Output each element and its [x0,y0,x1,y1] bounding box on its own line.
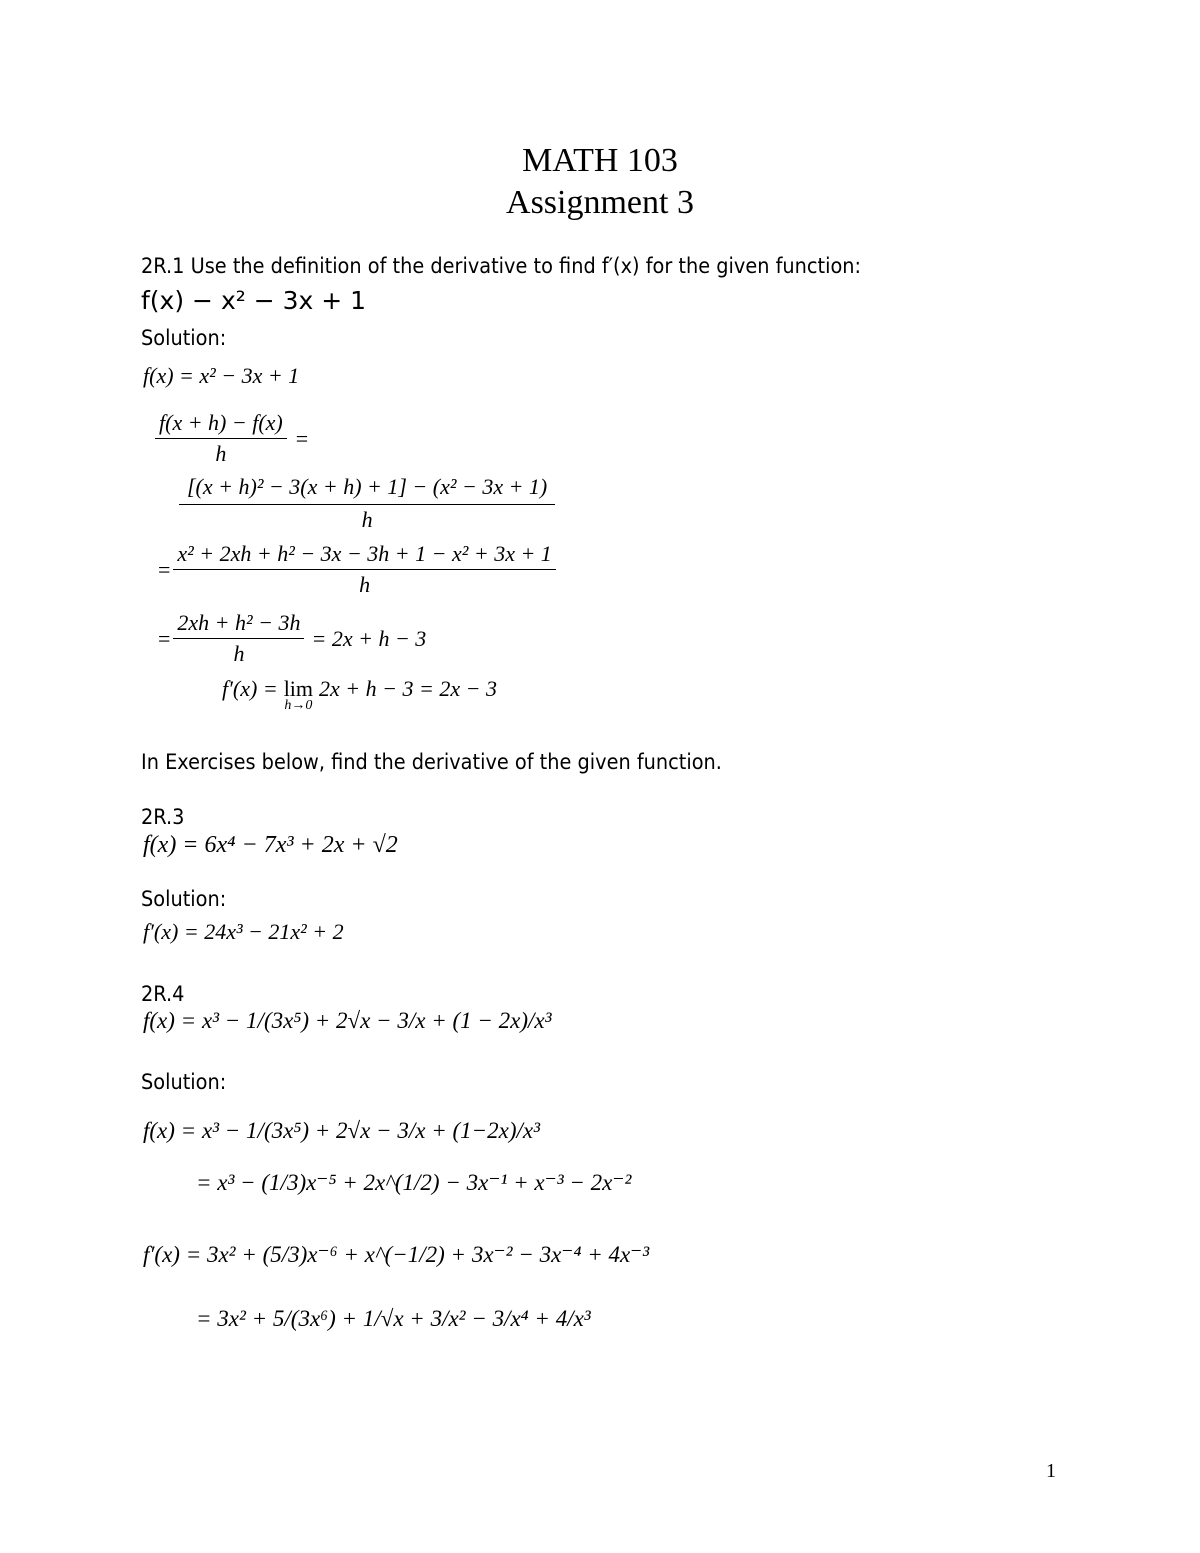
reduced-quotient [173,610,304,667]
problem-2r1-line4: = $\frac{\text{x² + 2xh + h² − 3x − 3h + 1 − x² + 3x + 1}}{h}$ [158,541,559,598]
problem-2r4-step2: = x³ − (1/3)x⁻⁵ + 2x^(1/2) − 3x⁻¹ + x⁻³ − 2x⁻² [196,1170,632,1195]
problem-2r3-function: f(x) = 6x⁴ − 7x³ + 2x + √2 [143,832,398,858]
problem-2r1-line2 [152,410,308,467]
reduced-denominator: h [233,641,245,666]
page-number: 1 [1046,1460,1056,1482]
problem-2r4-step1: f(x) = x³ − 1/(3x⁵) + 2√x − 3/x + (1−2x)/x³ [143,1118,541,1143]
problem-2r1-line3 [176,474,558,533]
simplified-quotient [173,541,555,598]
problem-2r4-step3: f′(x) = 3x² + (5/3)x⁻⁶ + x^(−1/2) + 3x⁻² − 3x⁻⁴ + 4x⁻³ [143,1242,650,1267]
problem-2r4-solution-label: Solution: [141,1070,227,1094]
difference-quotient-numerator: f(x + h) − f(x) [155,410,287,439]
problem-2r3-solution-label: Solution: [141,887,227,911]
problem-2r4-step4: = 3x² + 5/(3x⁶) + 1/√x + 3/x² − 3/x⁴ + 4/x³ [196,1306,591,1331]
assignment-title: Assignment 3 [506,184,694,221]
limit-operator [284,676,313,714]
problem-2r1-line1: f(x) = x² − 3x + 1 [143,363,300,388]
problem-2r1-line6 [222,676,497,714]
problem-2r3-label: 2R.3 [141,805,185,829]
problem-2r4-function-text: f(x) = x³ − 1/(3x⁵) + 2√x − 3/x + (1 − 2x)/x³ [143,1008,552,1033]
simplified-denominator: h [359,572,371,597]
derivative-lhs: f′(x) = [222,676,278,701]
limit-word: lim [283,676,314,701]
problem-2r1-solution-label: Solution: [141,326,227,350]
expanded-denominator: h [361,507,373,532]
difference-quotient [155,410,287,467]
simplified-numerator: x² + 2xh + h² − 3x − 3h + 1 − x² + 3x + 1 [173,541,555,570]
problem-2r3-answer: f′(x) = 24x³ − 21x² + 2 [143,919,344,944]
equals-sign: = [295,425,309,451]
expanded-quotient [179,474,555,533]
course-title: MATH 103 [522,142,678,179]
problem-2r1-line5: = $\frac{\text{2xh + h² − 3h}}{h}$ = 2x + h − 3 [158,610,427,666]
expanded-numerator: [(x + h)² − 3(x + h) + 1] − (x² − 3x + 1) [179,474,555,505]
derivative-rhs: 2x + h − 3 = 2x − 3 [319,676,497,701]
problem-2r4-label: 2R.4 [141,982,185,1006]
reduced-numerator: 2xh + h² − 3h [173,610,304,639]
difference-quotient-denominator: h [215,441,227,466]
problem-2r1-function: f(x) − x² − 3x + 1 [141,286,367,315]
problem-2r1-prompt: 2R.1 Use the definition of the derivative to find f′(x) for the given function: [141,254,862,278]
limit-subscript: h→0 [284,698,313,713]
exercises-intro: In Exercises below, find the derivative of the given function. [141,750,722,774]
reduced-result: = 2x + h − 3 [311,625,427,651]
